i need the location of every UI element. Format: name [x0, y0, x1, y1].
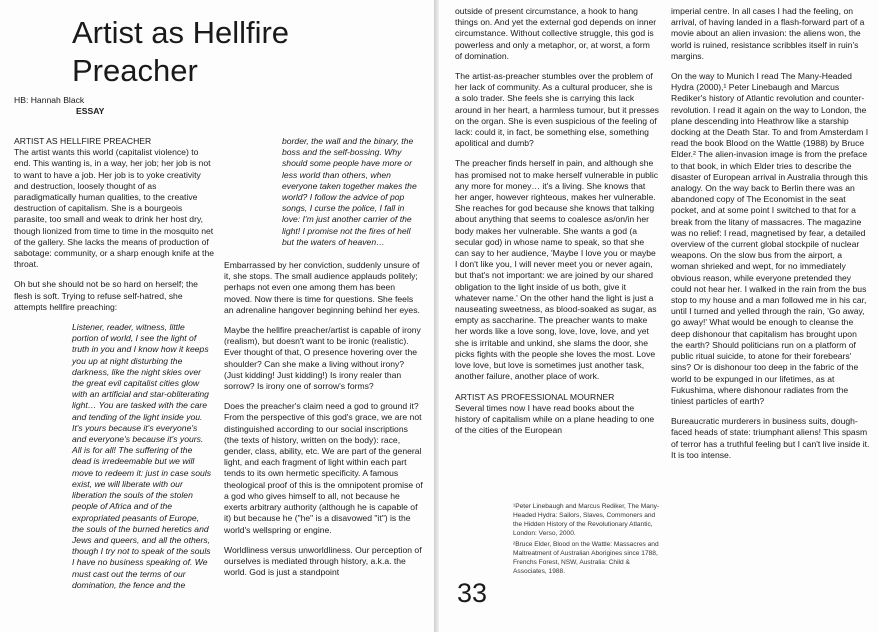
paragraph: The preacher finds herself in pain, and although she has promised not to make herself vulnerable in public any more for money… it's a living. She knows that her anger, however righteous, makes her vulnerable. She reaches for god because she knows that talking about anything that seems to coalesce as/on/in her body makes her vulnerable. She wants a god (a secular god) in whose name to speak, so that she can say to her audience, 'Maybe I love you or maybe I don't like you, I will never meet you or never again, but that's not important: we are joined by our shared obligation to the light inside of us both, give it whatever name.' On the other hand the light is just a nauseating sweetness, as blood-soaked as sugar, as empty as saccharine. The preacher wants to make her words like a love song, love, love, love, and yet she is irritable and unkind, she slams the door, she picks fights with the people she loves the most. Love love love, but love is sometimes just another task, another failure, another place of work.: [455, 158, 659, 382]
column-2: [224, 136, 424, 587]
paragraph: Bureaucratic murderers in business suits, dough-faced heads of state: triumphant aliens! This spasm of terror has a truthful feeling but I can't live inside it. It is too intense.: [671, 416, 870, 460]
article-kind: ESSAY: [76, 106, 105, 116]
paragraph: Maybe the hellfire preacher/artist is capable of irony (realism), but doesn't want to be ironic (realistic). Ever thought of that, O presence hovering over the shoulder? Can she make a living without irony? (Just kidding! Just kidding!) Is irony realer than sorrow? Is irony one of sorrow's forms?: [224, 325, 421, 392]
article-title: [72, 14, 372, 90]
right-page: [439, 0, 878, 632]
footnote-1: ¹Peter Linebaugh and Marcus Rediker, The Many-Headed Hydra: Sailors, Slaves, Commoners and the Hidden History of the Revolutionary Atlantic, London: Verso, 2000.: [513, 503, 660, 537]
paragraph: Does the preacher's claim need a god to ground it? From the perspective of this god's grace, we are not distinguished according to our social inscriptions (the texts of history, written on the body): race, gender, class, ability, etc. We are part of the general light, and each fragment of light within each part tends to its own hermetic specificity. A famous theological proof of this is the omnipotent promise of a god who gives himself to all, not because he exerts arbitrary authority (although he is capable of it) but because he ("he" is a disavowed "it") is the world's wellspring or engine.: [224, 401, 423, 535]
sermon-quote-continued: border, the wall and the binary, the boss and the self-bossing. Why should some people have more or less world than others, when everyone taken together makes the world? I follow the advice of pop songs, I curse the police, I fall in love: I'm just another carrier of the light! I promise not the fires of hell but the waters of heaven…: [282, 136, 417, 247]
page-number: 33: [457, 578, 488, 608]
paragraph: Oh but she should not be so hard on herself; the flesh is soft. Trying to refuse self-hatred, she attempts hellfire preaching:: [14, 279, 198, 312]
title-line-2: Preacher: [72, 53, 198, 88]
paragraph: On the way to Munich I read The Many-Headed Hydra (2000),¹ Peter Linebaugh and Marcus Rediker's history of Atlantic revolution and counter-revolution. I read it again on the way to London, the plane descending into Heathrow like a starship docking at the Death Star. To and from Amsterdam I read the book Blood on the Wattle (1988) by Bruce Elder.² The alien-invasion image is from the preface to that book, in which Elder tries to describe the disaster of European arrival in Australia through this analogy. On the way back to Berlin there was an abandoned copy of The Economist in the seat pocket, and at some point I switched to that for a break from the litany of massacres. The magazine was no relief: I read, magnetised by fear, a detailed overview of the current global stockpile of nuclear weapons. On the slow bus from the airport, a woman shrieked and wept, for no immediately obvious reason, while everyone pretended they could not hear her. I walked in the rain from the bus stop to my house and a man followed me in his car, until I turned and yelled through the rain, 'Go away, go away!' What would be enough to cleanse the deep dishonour that capitalism has brought upon the earth? Should politicians run on a platform of public ritual suicide, to atone for their forebears' sins? Or is dishonour too deep in the fabric of the world to be expunged in our lifetimes, as at Fukushima, where dishonour radiates from the tiniest particles of earth?: [671, 71, 869, 406]
column-3: [455, 6, 659, 445]
column-1: [14, 136, 214, 600]
section-heading: ARTIST AS HELLFIRE PREACHER: [14, 136, 152, 146]
paragraph: Embarrassed by her conviction, suddenly unsure of it, she stops. The small audience applauds politely; perhaps not even one among them has been moved. Now there is time for questions. She feels an adrenaline hangover beginning behind her eyes.: [224, 260, 420, 315]
column-4: [671, 6, 871, 470]
footnote-2: ²Bruce Elder, Blood on the Wattle: Massacres and Maltreatment of Australian Aborigines since 1788, Frenchs Forest, NSW, Australia: Child & Associates, 1988.: [513, 541, 659, 575]
paragraph: imperial centre. In all cases I had the feeling, on arrival, of having landed in a flash-forward part of a movie about an alien invasion: the aliens won, the world is ruined, resistance scribbles itself in ruin's margins.: [671, 6, 865, 61]
left-page: [0, 0, 434, 632]
byline: [14, 95, 104, 117]
section-heading: ARTIST AS PROFESSIONAL MOURNER: [455, 391, 615, 402]
author: HB: Hannah Black: [14, 95, 85, 105]
title-line-1: Artist as Hellfire: [72, 15, 290, 50]
sermon-quote: Listener, reader, witness, little portion of world, I see the light of truth in you and I know how it keeps you up at night disturbing the darkness, like the night skies over the great evil capitalist cities glow with an artificial and star-obliterating light… You are tasked with the care and tending of the light inside you. It's yours because it's everyone's and everyone's because it's yours. All is for all! The suffering of the dead is irredeemable but we will move to redeem it: just in case souls exist, we will liberate with our liberation the souls of the stolen people of Africa and of the expropriated peasants of Europe, the souls of the burned heretics and Jews and queers, and all the others, though I try not to speak of the souls I have no business speaking of. We must cast out the terms of our domination, the fence and the: [72, 322, 211, 590]
paragraph: The artist wants this world (capitalist violence) to end. This wanting is, in a way, her job; her job is not to want to have a job. Her job is to yoke creativity and destruction, loosely thought of as paradigmatically human qualities, to the creative destruction of capitalism. She is a bourgeois parasite, too small and weak to drink her host dry, though lionized from time to time in the mosquito net of the gallery. She lacks the means of production of sabotage: community, or a sharp enough knife at the throat.: [14, 147, 215, 270]
paragraph: Several times now I have read books about the history of capitalism while on a plane heading to one of the cities of the European: [455, 402, 655, 436]
footnotes: [513, 502, 661, 578]
paragraph: outside of present circumstance, a hook to hang things on. And yet the external god depends on inner circumstance. Without collective struggle, this god is powerless and only a metaphor, or, at worst, a form of domination.: [455, 6, 657, 61]
paragraph: Worldliness versus unworldliness. Our perception of ourselves is mediated through history, a.k.a. the world. God is just a standpoint: [224, 544, 422, 578]
paragraph: The artist-as-preacher stumbles over the problem of her lack of community. As a cultural producer, she is a solo trader. She feels she is carrying this lack around in her heart, a harmless tumour, but it presses on the organ. She is even suspicious of the feeling of lack: could it, in fact, be something else, something apolitical and dumb?: [455, 71, 659, 149]
